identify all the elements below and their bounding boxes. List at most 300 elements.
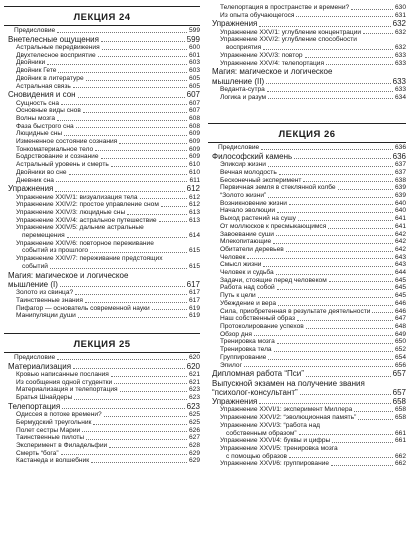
toc-entry-title: Путь к цели [220,292,256,300]
dot-leader [114,383,187,384]
toc-entry [4,255,200,263]
toc-page-number: 608 [188,122,200,130]
dot-leader [83,112,187,113]
toc-page-number: 617 [188,289,200,297]
dot-leader [259,403,390,404]
toc-entry-title: Смерть “бога” [16,449,59,457]
toc-entry-title: Упражнение XXV/4: телепортация [220,59,325,67]
toc-page-number: 613 [188,216,200,224]
dot-leader [82,431,187,432]
toc-page-number: 610 [188,161,200,169]
dot-leader [152,309,187,310]
toc-entry-title: Внетелесные ощущения [8,34,99,44]
toc-entry [4,130,200,138]
toc-entry [208,453,406,461]
lecture-26-header [208,123,406,143]
toc-entry-title: Логика и разум [220,93,267,101]
toc-entry [208,300,406,308]
toc-page-number: 623 [188,386,200,394]
dot-leader [329,281,393,282]
dot-leader [351,9,393,10]
toc-entry [208,284,406,292]
toc-entry-title: Бесконечный эксперимент [220,176,302,184]
dot-leader [69,174,187,175]
dot-leader [86,439,187,440]
dot-leader [258,297,393,298]
dot-leader [254,335,393,336]
toc-entry-title: Предисловие [14,27,56,34]
dot-leader [55,191,184,192]
dot-leader [268,98,393,99]
toc-entry-title: Упражнение XXVI/2: “эволюционная память” [220,414,357,422]
toc-entry-title: Упражнение XXV/1: углубление концентрации [220,28,362,36]
toc-entry-title: Бермудский треугольник [16,418,92,426]
dot-leader [111,376,187,377]
toc-entry [4,146,200,154]
toc-page-number: 599 [188,27,200,34]
toc-entry-title: Люцидные сны [16,130,63,138]
dot-leader [111,166,187,167]
toc-page-number: 637 [394,168,406,176]
toc-page-number: 601 [188,51,200,59]
toc-entry-title: Эликсир жизни [220,161,266,169]
toc-entry-title: Телепортация [8,401,61,411]
toc-entry-title: Сила, приобретенная в результате деятельности [220,307,371,315]
toc-entry [208,192,406,200]
toc-entry [208,460,406,468]
toc-page-number: 625 [188,411,200,419]
toc-entry [208,269,406,277]
toc-entry-title: Полет сестры Марии [16,426,81,434]
toc-page-number: 627 [188,434,200,442]
toc-page-number: 645 [394,292,406,300]
toc-entry-title: Группирование [220,353,267,361]
dot-leader [95,150,187,151]
toc-entry [4,386,200,394]
divider [208,123,406,124]
toc-entry [208,354,406,362]
dot-leader [331,465,393,466]
toc-page-number: 613 [188,208,200,216]
toc-page-number: 605 [188,82,200,90]
toc-page-number: 662 [394,460,406,468]
toc-entry [4,75,200,83]
toc-entry [4,289,200,297]
toc-entry-title: Вечная молодость [220,168,277,176]
toc-entry-title: Астральные передвижения [16,44,100,51]
toc-entry-title: “психолог-консультант” [212,387,298,397]
toc-entry [208,200,406,208]
toc-entry-title: перемещения [22,232,65,240]
toc-entry-title: Упражнение XXIV/7: переживание предстоящих [16,255,163,263]
toc-page-number: 631 [394,11,406,19]
toc-entry [4,434,200,442]
toc-entry-title: Телепортация в пространстве и времени? [220,4,350,11]
toc-page-number: 629 [188,457,200,465]
toc-entry-title: Эпилог [220,361,242,369]
dot-leader [73,87,187,88]
toc-entry-title: Упражнения [212,397,258,407]
toc-page-number: 632 [392,19,406,29]
dot-leader [277,212,393,213]
toc-page-number: 639 [394,184,406,192]
dot-leader [277,343,393,344]
toc-entry-title: Упражнение XXVI/4: буквы и цифры [220,437,331,445]
dot-leader [57,32,187,33]
toc-section-heading [208,19,406,28]
toc-page-number: 628 [188,441,200,449]
toc-entry-title: Кровью написанные послания [16,370,109,378]
dot-leader [119,143,187,144]
toc-entry-title: Упражнение XXIV/4: астральное путешествие [16,216,157,224]
toc-entry-title: Упражнение XXV/2: углубление способности [220,36,357,44]
toc-entry [4,44,200,52]
toc-entry-title: Человек [220,253,246,261]
dot-leader [101,41,185,42]
toc-entry-title: Млекопитающие [220,238,272,246]
toc-entry-title: Обитатели деревьев [220,245,284,253]
toc-page-number: 650 [394,338,406,346]
dot-leader [328,228,393,229]
toc-page-number: 634 [394,93,406,101]
toc-entry [4,177,200,185]
toc-page-number: 615 [188,247,200,255]
toc-entry-title: Манипуляции души [16,312,76,320]
toc-entry-title: Фаза быстрого сна [16,122,74,130]
toc-page-number: 649 [394,330,406,338]
toc-page-number: 633 [392,76,406,86]
toc-page-number: 632 [394,44,406,52]
toc-entry [4,394,200,402]
toc-entry [208,223,406,231]
toc-entry [208,422,406,430]
dot-leader [279,174,393,175]
toc-entry-title: Упражнение XXIV/3: люцидные сны [16,208,126,216]
toc-section-heading [4,362,200,371]
dot-leader [277,289,393,290]
toc-entry [208,346,406,354]
toc-page-number: 600 [188,44,200,51]
toc-page-number: 658 [394,414,406,422]
toc-page-number: 662 [394,452,406,460]
toc-section-heading [4,271,200,280]
toc-page-number: 620 [186,361,200,371]
toc-entry [208,406,406,414]
toc-entry-title: Завоевание суши [220,230,274,238]
toc-entry [208,144,406,152]
toc-entry-title: Пифагор — основатель современной науки [16,304,150,312]
toc-entry-title: Двойник Гете [16,67,57,75]
dot-leader [354,411,393,412]
toc-page-number: 647 [394,315,406,323]
toc-entry [4,247,200,255]
toc-entry-title: Упражнение XXIV/2: простое управление сном [16,201,159,209]
toc-entry [4,138,200,146]
toc-page-number: 643 [394,253,406,261]
toc-page-number: 641 [394,215,406,223]
dot-leader [78,317,187,318]
toc-entry-title: Первичная земля в стеклянной колбе [220,184,336,192]
dot-leader [58,72,187,73]
toc-page-number: 638 [394,176,406,184]
toc-page-number: 617 [188,296,200,304]
toc-entry [4,419,200,427]
toc-entry-title: с помощью образов [226,452,288,460]
toc-entry-title: мышление (II) [212,76,265,86]
toc-entry-title: От моллюсков к пресмыкающимся [220,222,327,230]
toc-page-number: 603 [188,67,200,75]
toc-entry-title: Наш собственный образ [220,315,295,323]
dot-leader [263,266,393,267]
toc-section-heading [208,379,406,388]
toc-entry [4,297,200,305]
toc-entry [4,123,200,131]
lecture-title: ЛЕКЦИЯ 26 [278,129,336,141]
toc-entry-title: восприятия [226,44,262,52]
lecture-24-header [4,6,200,26]
toc-entry-title: Работа над собой [220,284,275,292]
toc-entry-title: Начало эволюции [220,207,276,215]
dot-leader [259,26,390,27]
toc-entry-title: Упражнение XXIV/6: повторное переживание [16,239,154,247]
toc-page-number: 611 [189,176,200,184]
toc-page-number: 654 [394,353,406,361]
toc-entry [4,100,200,108]
dot-leader [273,243,393,244]
toc-entry-title: Бодрствование и сознание [16,153,99,161]
dot-leader [263,49,393,50]
toc-page-number: 643 [394,261,406,269]
toc-section-heading [208,152,406,161]
toc-page-number: 609 [188,138,200,146]
toc-entry-title: Эксперимент в Филадельфии [16,441,108,449]
lecture-26-entries [208,144,406,468]
dot-leader [159,221,187,222]
toc-page-number: 633 [394,59,406,67]
dot-leader [300,394,391,395]
dot-leader [363,33,393,34]
toc-page-number: 639 [394,192,406,200]
toc-entry [208,254,406,262]
toc-entry-title: собственным образом” [226,429,297,437]
toc-entry-title: Из сообщения одной студентки [16,378,113,386]
toc-page-number: 658 [394,406,406,414]
toc-entry [4,371,200,379]
dot-leader [75,294,187,295]
dot-leader [62,408,184,409]
toc-section-heading [208,67,406,76]
dot-leader [93,424,187,425]
dot-leader [101,158,187,159]
toc-page-number: 607 [188,107,200,115]
toc-page-number: 614 [188,232,200,240]
toc-page-number: 640 [394,207,406,215]
toc-entry [4,169,200,177]
dot-leader [76,127,187,128]
toc-entry-title: Магия: магическое и логическое [212,67,333,77]
toc-entry [4,107,200,115]
toc-entry [208,215,406,223]
toc-page-number: 621 [188,378,200,386]
toc-entry-title: Смысл жизни [220,261,262,269]
dot-leader [109,447,187,448]
dot-leader [267,91,393,92]
left-column [4,0,200,465]
toc-page-number: 603 [188,59,200,67]
dot-leader [64,135,187,136]
toc-page-number: 630 [394,4,406,11]
toc-page-number: 599 [186,34,200,44]
dot-leader [161,206,187,207]
dot-leader [120,391,187,392]
toc-entry [208,184,406,192]
toc-page-number: 646 [394,299,406,307]
toc-page-number: 620 [188,353,200,361]
toc-entry-title: Веданта-сутра [220,85,265,93]
toc-entry-title: Измененное состояние сознания [16,138,118,146]
toc-page-number: 623 [188,394,200,402]
dot-leader [73,368,185,369]
toc-entry-title: Двухтелесное восприятие [16,51,96,59]
dot-leader [289,204,393,205]
dot-leader [296,16,393,17]
toc-section-heading [208,369,406,378]
dot-leader [298,220,393,221]
toc-page-number: 641 [394,222,406,230]
toc-entry-title: событий [22,262,48,270]
dot-leader [56,181,188,182]
divider [4,333,200,334]
toc-entry [208,246,406,254]
toc-page-number: 612 [186,184,200,194]
toc-entry [4,442,200,450]
toc-entry [208,315,406,323]
toc-section-heading [4,35,200,44]
lecture-25-entries [4,354,200,465]
toc-entry [4,161,200,169]
toc-entry-title: Основные виды снов [16,107,81,115]
toc-entry [208,4,406,12]
toc-entry [4,115,200,123]
dot-leader [74,399,187,400]
toc-entry [4,224,200,232]
toc-page-number: 615 [188,262,200,270]
toc-entry-title: Одиссея в потоке времени? [16,411,102,419]
dot-leader [286,251,393,252]
toc-entry-title: Магия: магическое и логическое [8,270,129,280]
lecture-25-header [4,333,200,353]
divider [4,25,200,26]
toc-entry [208,12,406,20]
toc-page-number: 642 [394,245,406,253]
toc-entry-title: Тренировка мозга [220,338,275,346]
toc-entry [4,457,200,465]
toc-page-number: 632 [394,28,406,36]
toc-entry [4,27,200,35]
toc-entry [208,338,406,346]
toc-page-number: 623 [186,401,200,411]
toc-entry [208,94,406,102]
dot-leader [140,198,187,199]
lecture-title: ЛЕКЦИЯ 25 [73,338,131,350]
toc-page-number: 610 [188,168,200,176]
toc-entry-title: Астральный уровень и смерть [16,161,109,169]
toc-page-number: 642 [394,238,406,246]
toc-entry-title: Упражнение XXVI/5: тренировка мозга [220,444,338,452]
toc-page-number: 605 [188,74,200,82]
toc-section-heading [208,388,406,397]
toc-page-number: 617 [186,279,200,289]
toc-page-number: 661 [394,437,406,445]
toc-page-number: 629 [188,449,200,457]
toc-entry [4,194,200,202]
toc-entry-title: Кастанеда и волшебник [16,457,90,465]
dot-leader [306,328,393,329]
toc-entry [208,323,406,331]
toc-entry-title: мышление (I) [8,279,58,289]
toc-entry [208,261,406,269]
toc-page-number: 648 [394,322,406,330]
toc-section-heading [4,402,200,411]
toc-entry [208,292,406,300]
toc-entry [4,427,200,435]
dot-leader [102,49,187,50]
toc-page-number: 640 [394,199,406,207]
dot-leader [47,64,187,65]
toc-entry-title: событий из прошлого [22,247,89,255]
toc-entry-title: Золото из свинца? [16,289,74,297]
toc-page-number: 633 [394,51,406,59]
dot-leader [60,286,185,287]
dot-leader [67,237,187,238]
toc-page-number: 657 [392,369,406,379]
toc-entry-title: Упражнение XXVI/3: “работа над [220,421,320,429]
toc-entry-title: Астральная связь [16,82,71,90]
toc-entry-title: Выход растений на сушу [220,215,296,223]
toc-page-number: 646 [394,307,406,315]
dot-leader [98,56,187,57]
toc-entry-title: Тонкоматериальное тело [16,145,94,153]
toc-page-number: 609 [188,153,200,161]
toc-entry-title: Выпускной экзамен на получение звания [212,378,365,388]
toc-page-number: 607 [188,99,200,107]
toc-entry-title: Человек и судьба [220,269,274,277]
toc-entry-title: Упражнение XXIV/1: визуализация тела [16,193,138,201]
dot-leader [61,454,187,455]
toc-section-heading [208,77,406,86]
toc-page-number: 625 [188,418,200,426]
toc-entry [4,263,200,271]
toc-page-number: 652 [394,346,406,354]
toc-page-number: 642 [394,230,406,238]
toc-entry [4,411,200,419]
toc-entry [4,83,200,91]
dot-leader [294,158,390,159]
toc-entry-title: Задачи, стоящие перед человеком [220,276,327,284]
toc-entry-title: “Золото жизни” [220,192,267,200]
toc-page-number: 621 [188,370,200,378]
toc-entry-title: Возникновение жизни [220,199,287,207]
toc-entry-title: Дневник сна [16,176,54,184]
dot-leader [266,83,391,84]
toc-page-number: 658 [392,397,406,407]
toc-entry [4,312,200,320]
toc-page-number: 608 [188,114,200,122]
toc-entry [208,161,406,169]
toc-entry [4,201,200,209]
toc-page-number: 619 [188,312,200,320]
dot-leader [289,457,393,458]
